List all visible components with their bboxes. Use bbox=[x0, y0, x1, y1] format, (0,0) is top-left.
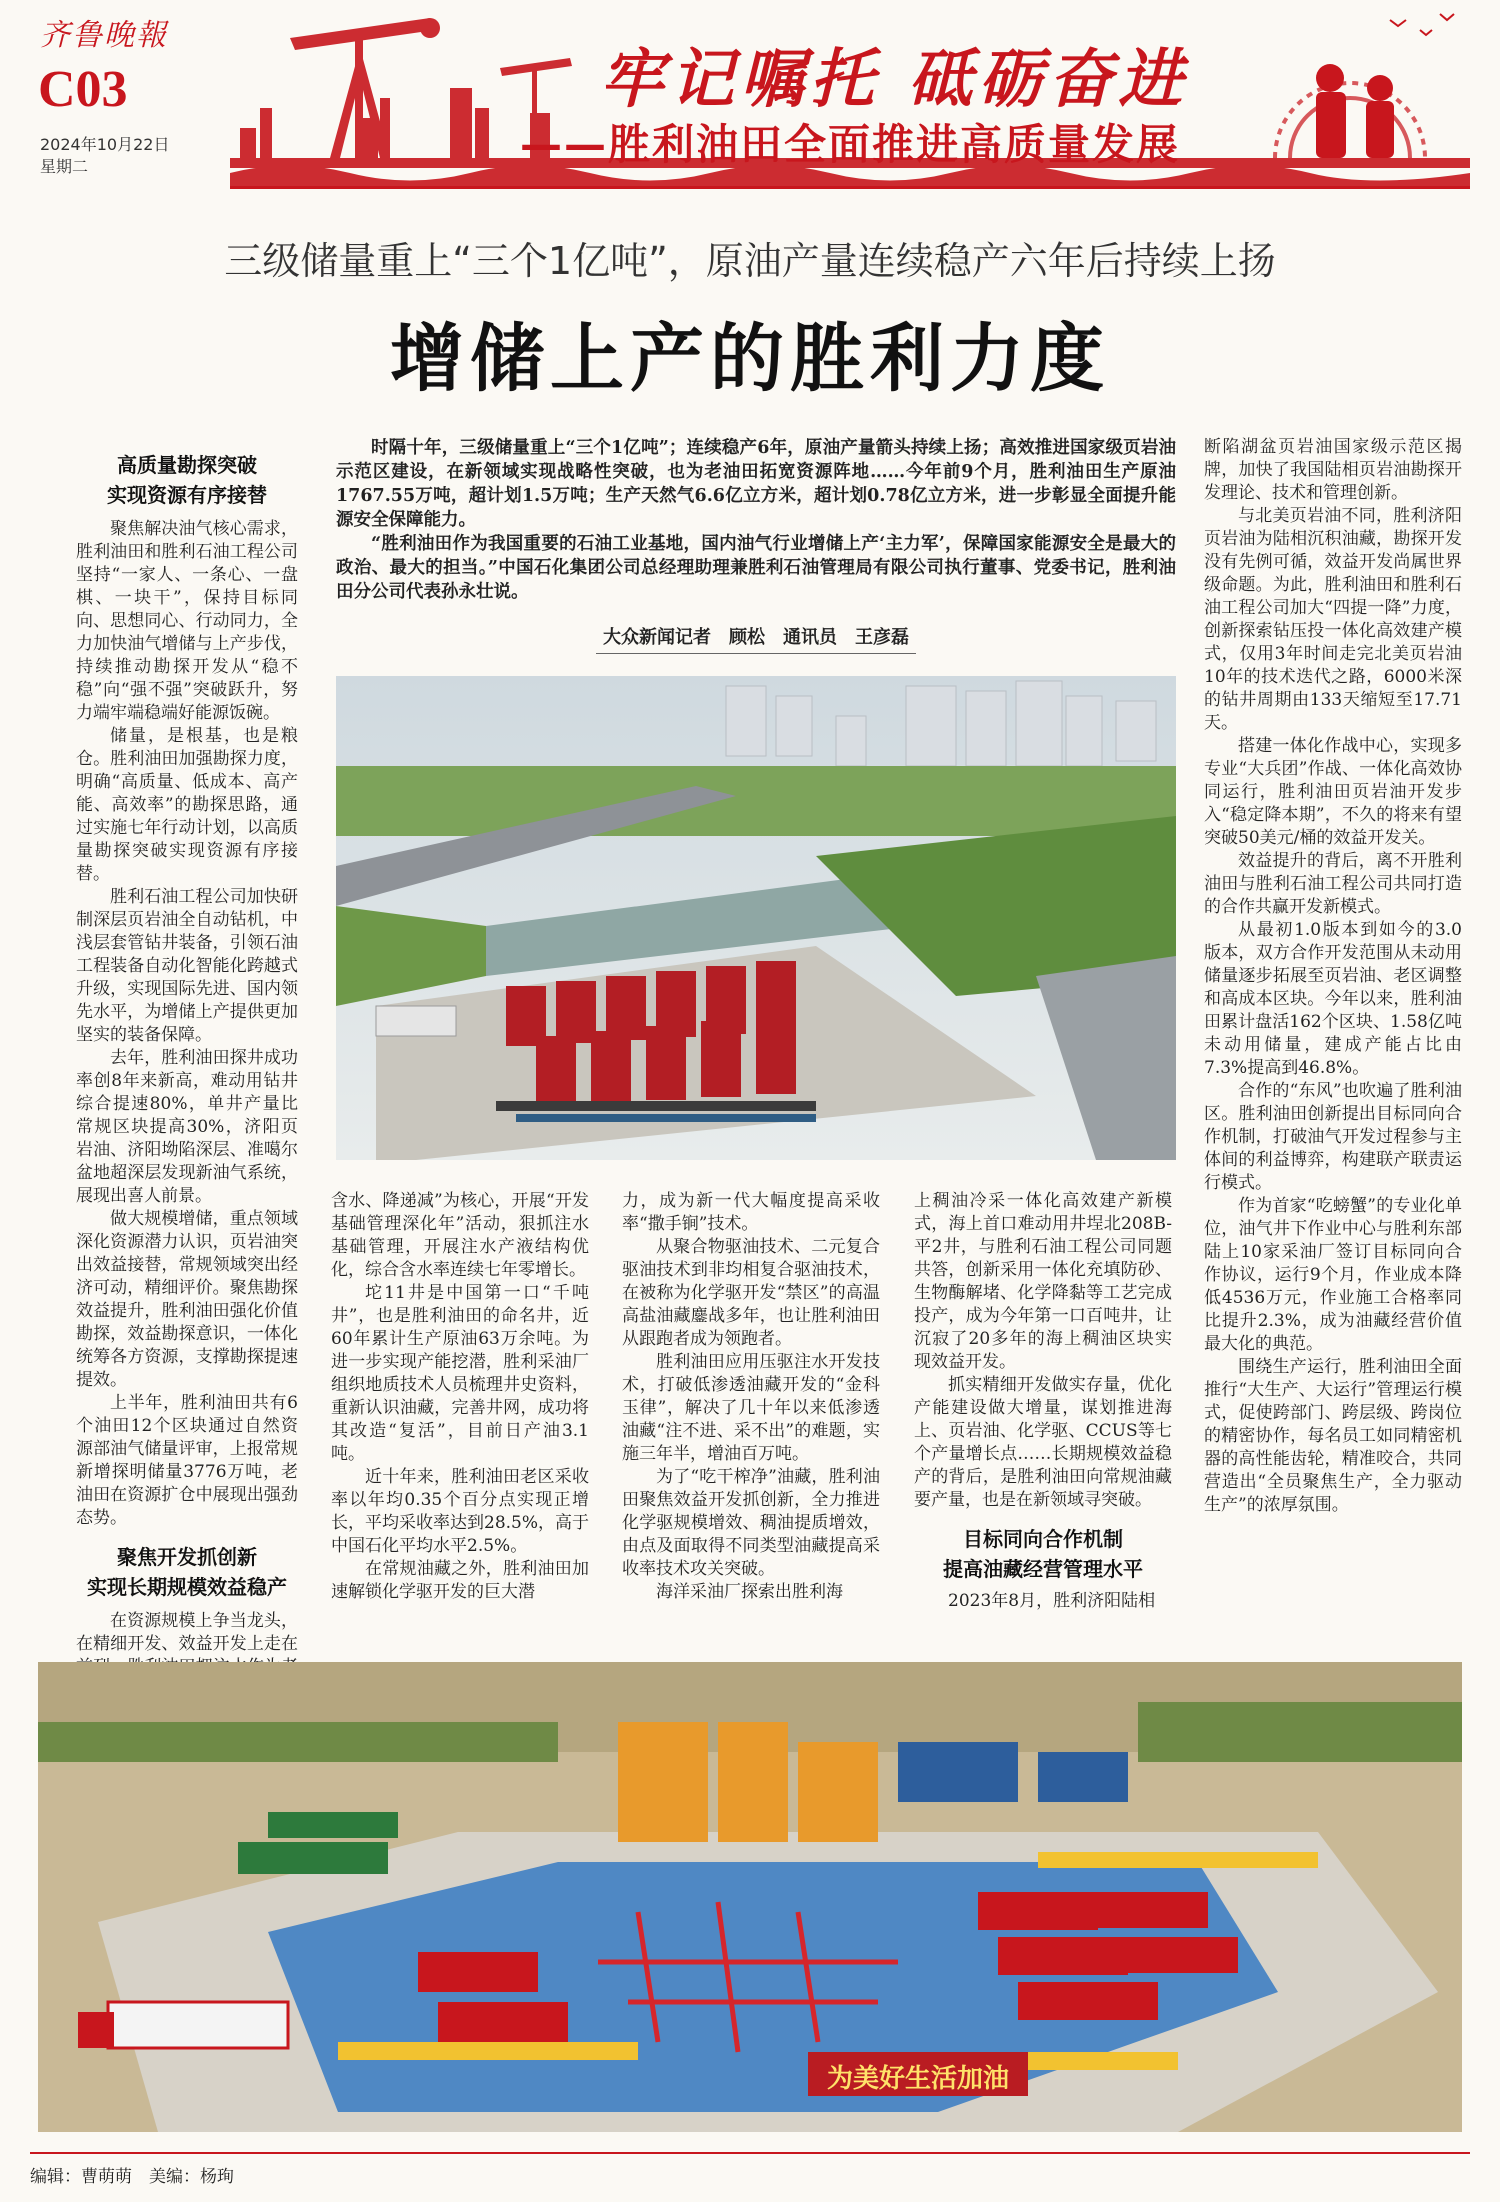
body-paragraph: 去年，胜利油田探井成功率创8年来新高，难动用钻井综合提速80%，单井产量比常规区块提高30%，济阳页岩油、济阳坳陷深层、准噶尔盆地超深层发现新油气系统，展现出喜人前景。 bbox=[76, 1048, 298, 1206]
body-paragraph: 从聚合物驱油技术、二元复合驱油技术到非均相复合驱油技术，在被称为化学驱开发“禁区”的高温高盐油藏鏖战多年，也让胜利油田从跟跑者成为领跑者。 bbox=[622, 1237, 880, 1349]
byline-rule bbox=[596, 653, 916, 654]
body-paragraph: 断陷湖盆页岩油国家级示范区揭牌，加快了我国陆相页岩油勘探开发理论、技术和管理创新。 bbox=[1204, 437, 1462, 503]
newspaper-brand: 齐鲁晚報 bbox=[40, 18, 168, 53]
body-paragraph: 2023年8月，胜利济阳陆相 bbox=[948, 1591, 1156, 1611]
text-column-left bbox=[76, 450, 298, 1725]
article-kicker: 三级储量重上“三个1亿吨”，原油产量连续稳产六年后持续上扬 bbox=[224, 239, 1276, 283]
text-column-4 bbox=[914, 1190, 1172, 1613]
body-paragraph: 做大规模增储，重点领域深化资源潜力认识，页岩油突出效益接替，常规领域突出经济可动，精细评价。聚焦勘探效益提升，胜利油田强化价值勘探，效益勘探意识，一体化统筹各方资源，支撑勘探提速提效。 bbox=[76, 1209, 298, 1390]
body-paragraph: 为了“吃干榨净”油藏，胜利油田聚焦效益开发抓创新，全力推进化学驱规模增效、稠油提质增效，由点及面取得不同类型油藏提高采收率技术攻关突破。 bbox=[622, 1467, 880, 1579]
body-paragraph: 上半年，胜利油田共有6个油田12个区块通过自然资源部油气储量评审，上报常规新增探明储量3776万吨，老油田在资源扩仓中展现出强劲态势。 bbox=[76, 1393, 298, 1528]
body-paragraph: 聚焦解决油气核心需求，胜利油田和胜利石油工程公司坚持“一家人、一条心、一盘棋、一块干”，保持目标同向、思想同心、行动同力，全力加快油气增储与上产步伐，持续推动勘探开发从“稳不稳”向“强不强”突破跃升，努力端牢端稳端好能源饭碗。 bbox=[76, 519, 298, 723]
body-paragraph: 搭建一体化作战中心，实现多专业“大兵团”作战、一体化高效协同运行，胜利油田页岩油开发步入“稳定降本期”，不久的将来有望突破50美元/桶的效益开发关。 bbox=[1204, 736, 1462, 848]
body-paragraph: 胜利油田应用压驱注水开发技术，打破低渗透油藏开发的“金科玉律”，解决了几十年以来低渗透油藏“注不进、采不出”的难题，实施三年半，增油百万吨。 bbox=[622, 1352, 880, 1464]
section-subheading: 聚焦开发抓创新 bbox=[117, 1545, 257, 1569]
issue-weekday: 星期二 bbox=[40, 157, 89, 176]
editor-credit: 编辑：曹萌萌 美编：杨珣 bbox=[30, 2167, 234, 2187]
section-subheading: 实现资源有序接替 bbox=[107, 483, 267, 507]
body-paragraph: 抓实精细开发做实存量，优化产能建设做大增量，谋划推进海上、页岩油、化学驱、CCUS等七个产量增长点……长期规模效益稳产的背后，是胜利油田向常规油藏要产量，也是在新领域寻突破。 bbox=[914, 1375, 1172, 1510]
body-paragraph: 效益提升的背后，离不开胜利油田与胜利石油工程公司共同打造的合作共赢开发新模式。 bbox=[1204, 851, 1462, 917]
lead-paragraph: 时隔十年，三级储量重上“三个1亿吨”；连续稳产6年，原油产量箭头持续上扬；高效推进国家级页岩油示范区建设，在新领域实现战略性突破，也为老油田拓宽资源阵地……今年前9个月，胜利油田生产原油1767.55万吨，超计划1.5万吨；生产天然气6.6亿立方米，超计划0.78亿立方米，进一步彰显全面提升能源安全保障能力。 bbox=[336, 438, 1176, 530]
page-number: C03 bbox=[38, 61, 128, 118]
site-banner-text: 为美好生活加油 bbox=[826, 2064, 1009, 2094]
section-subheading: 提高油藏经营管理水平 bbox=[943, 1557, 1143, 1581]
byline: 大众新闻记者 顾松 通讯员 王彦磊 bbox=[603, 627, 909, 648]
text-column-right bbox=[1204, 436, 1462, 1517]
banner-subtitle: ——胜利油田全面推进高质量发展 bbox=[520, 120, 1181, 169]
body-paragraph: 近十年来，胜利油田老区采收率以年均0.35个百分点实现正增长，平均采收率达到28.5%，高于中国石化平均水平2.5%。 bbox=[331, 1467, 590, 1556]
body-paragraph: 上稠油冷采一体化高效建产新模式，海上首口难动用井埕北208B-平2井，与胜利石油工程公司同题共答，创新采用一体化充填防砂、生物酶解堵、化学降黏等工艺完成投产，成为今年第一口百吨井，让沉寂了20多年的海上稠油区块实现效益开发。 bbox=[914, 1191, 1172, 1372]
section-subheading: 高质量勘探突破 bbox=[117, 453, 257, 477]
body-paragraph: 围绕生产运行，胜利油田全面推行“大生产、大运行”管理运行模式，促使跨部门、跨层级、跨岗位的精密协作，每名员工如同精密机器的高性能齿轮，精准咬合，共同营造出“全员聚焦生产，全力驱动生产”的浓厚氛围。 bbox=[1204, 1357, 1462, 1515]
section-subheading: 目标同向合作机制 bbox=[963, 1527, 1123, 1551]
body-paragraph: 力，成为新一代大幅度提高采收率“撒手锏”技术。 bbox=[622, 1191, 880, 1234]
body-paragraph: 在资源规模上争当龙头，在精细开发、效益开发上走在 bbox=[76, 1611, 298, 1654]
article-headline: 增储上产的胜利力度 bbox=[390, 316, 1110, 402]
footer-rule bbox=[30, 2152, 1470, 2154]
text-column-2 bbox=[331, 1190, 589, 1604]
body-paragraph: 作为首家“吃螃蟹”的专业化单位，油气井下作业中心与胜利东部陆上10家采油厂签订目标同向合作协议，运行9个月，作业成本降低4536万元，作业施工合格率同比提升2.3%，成为油藏经营价值最大化的典范。 bbox=[1204, 1196, 1462, 1354]
body-paragraph: 胜利石油工程公司加快研制深层页岩油全自动钻机，中浅层套管钻井装备，引领石油工程装备自动化智能化跨越式升级，实现国际先进、国内领先水平，为增储上产提供更加坚实的装备保障。 bbox=[76, 887, 298, 1045]
header-rule bbox=[230, 186, 1470, 189]
body-paragraph: 与北美页岩油不同，胜利济阳页岩油为陆相沉积油藏，勘探开发没有先例可循，效益开发尚属世界级命题。为此，胜利油田和胜利石油工程公司加大“四提一降”力度，创新探索钻压投一体化高效建产模式，仅用3年时间走完北美页岩油10年的技术迭代之路，6000米深的钻井周期由133天缩短至17.71天。 bbox=[1204, 506, 1462, 733]
body-paragraph: 储量，是根基，也是粮仓。胜利油田加强勘探力度，明确“高质量、低成本、高产能、高效率”的勘探思路，通过实施七年行动计划，以高质量勘探突破实现资源有序接替。 bbox=[76, 726, 298, 884]
aerial-photo-drilling-rigs bbox=[336, 676, 1176, 1160]
body-paragraph: 坨11井是中国第一口“千吨井”，也是胜利油田的命名井，近60年累计生产原油63万余吨。为进一步实现产能挖潜，胜利采油厂组织地质技术人员梳理井史资料，重新认识油藏，完善井网，成功将其改造“复活”，目前日产油3.1吨。 bbox=[331, 1283, 589, 1464]
article-lead bbox=[336, 436, 1176, 604]
issue-date: 2024年10月22日 bbox=[40, 135, 170, 154]
body-paragraph: 从最初1.0版本到如今的3.0版本，双方合作开发范围从未动用储量逐步拓展至页岩油、老区调整和高成本区块。今年以来，胜利油田累计盘活162个区块、1.58亿吨未动用储量，建成产能占比由7.3%提高到46.8%。 bbox=[1204, 920, 1462, 1078]
banner-slogan: 牢记嘱托 砥砺奋进 bbox=[600, 42, 1189, 117]
aerial-photo-fracturing-site bbox=[38, 1662, 1462, 2132]
section-subheading: 实现长期规模效益稳产 bbox=[87, 1575, 287, 1599]
text-column-3 bbox=[622, 1190, 880, 1604]
body-paragraph: 含水、降递减”为核心，开展“开发基础管理深化年”活动，狠抓注水基础管理，开展注水产液结构优化，综合含水率连续七年零增长。 bbox=[331, 1191, 589, 1280]
body-paragraph: 在常规油藏之外，胜利油田加速解锁化学驱开发的巨大潜 bbox=[331, 1559, 589, 1602]
body-paragraph: 合作的“东风”也吹遍了胜利油区。胜利油田创新提出目标同向合作机制，打破油气开发过程参与主体间的利益博弈，构建联产联责运行模式。 bbox=[1204, 1081, 1462, 1193]
body-paragraph: 海洋采油厂探索出胜利海 bbox=[656, 1582, 843, 1602]
lead-paragraph: “胜利油田作为我国重要的石油工业基地，国内油气行业增储上产‘主力军’，保障国家能源安全是最大的政治、最大的担当。”中国石化集团公司总经理助理兼胜利石油管理局有限公司执行董事、党委书记，胜利油田分公司代表孙永壮说。 bbox=[336, 534, 1176, 602]
